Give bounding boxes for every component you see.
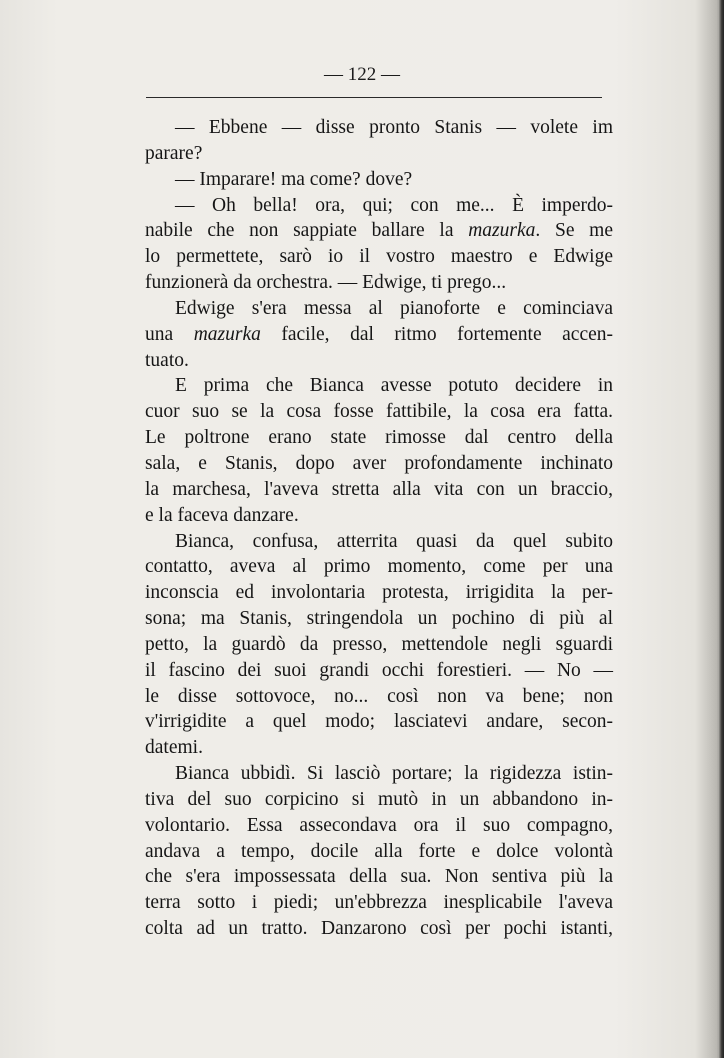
- text-line: il fascino dei suoi grandi occhi forestieri. — No —: [145, 659, 613, 681]
- text-line: [145, 218, 613, 244]
- text-line: parare?: [145, 142, 203, 164]
- text-line: e la faceva danzare.: [145, 504, 299, 526]
- header-rule: [146, 97, 602, 98]
- italic-word: mazurka: [193, 323, 261, 345]
- text-line: Le poltrone erano state rimosse dal centro della: [145, 427, 613, 449]
- text-line: volontario. Essa assecondava ora il suo compagno,: [145, 814, 613, 836]
- text-line: Bianca ubbidì. Si lasciò portare; la rigidezza istin-: [175, 763, 613, 785]
- text-line: — Imparare! ma come? dove?: [175, 168, 413, 190]
- text-line: Edwige s'era messa al pianoforte e cominciava: [175, 297, 613, 319]
- text-line: colta ad un tratto. Danzarono così per pochi istanti,: [145, 918, 613, 940]
- text-line: datemi.: [145, 737, 203, 759]
- text-line: contatto, aveva al primo momento, come per una: [145, 556, 613, 578]
- page-edge-shadow: [718, 0, 724, 1058]
- text-line: la marchesa, l'aveva stretta alla vita con un braccio,: [145, 478, 613, 500]
- page-number: — 122 —: [324, 64, 400, 85]
- text-line: andava a tempo, docile alla forte e dolce volontà: [145, 840, 613, 862]
- text-line: tuato.: [145, 349, 189, 371]
- text-line: petto, la guardò da presso, mettendole negli sguardi: [145, 633, 613, 655]
- text-line: sala, e Stanis, dopo aver profondamente inchinato: [145, 452, 613, 474]
- text-line: — Oh bella! ora, qui; con me... È imperdo-: [175, 194, 613, 216]
- text-line: che s'era impossessata della sua. Non sentiva più la: [145, 866, 613, 888]
- text-line: sona; ma Stanis, stringendola un pochino di più al: [145, 608, 613, 630]
- text-run: nabile che non sappiate ballare la: [145, 220, 469, 242]
- text-line: v'irrigidite a quel modo; lasciatevi andare, secon-: [145, 711, 613, 733]
- text-line: funzionerà da orchestra. — Edwige, ti prego...: [145, 272, 507, 294]
- text-line: cuor suo se la cosa fosse fattibile, la cosa era fatta.: [145, 401, 613, 423]
- text-line: — Ebbene — disse pronto Stanis — volete im: [175, 117, 613, 138]
- text-run: una: [145, 323, 194, 345]
- text-run: . Se me: [535, 220, 614, 242]
- text-line: le disse sottovoce, no... così non va bene; non: [145, 685, 613, 707]
- text-run: facile, dal ritmo fortemente accen-: [260, 323, 614, 345]
- italic-word: mazurka: [468, 220, 536, 242]
- text-line: E prima che Bianca avesse potuto decidere in: [175, 375, 613, 397]
- text-line: Bianca, confusa, atterrita quasi da quel subito: [175, 530, 613, 552]
- text-line: lo permettete, sarò io il vostro maestro e Edwige: [145, 246, 613, 268]
- text-line: terra sotto i piedi; un'ebbrezza inesplicabile l'aveva: [145, 892, 613, 914]
- text-line: [145, 322, 613, 348]
- text-line: tiva del suo corpicino si mutò in un abbandono in-: [145, 788, 613, 810]
- text-line: inconscia ed involontaria protesta, irrigidita la per-: [145, 582, 613, 604]
- body-text: [145, 115, 613, 942]
